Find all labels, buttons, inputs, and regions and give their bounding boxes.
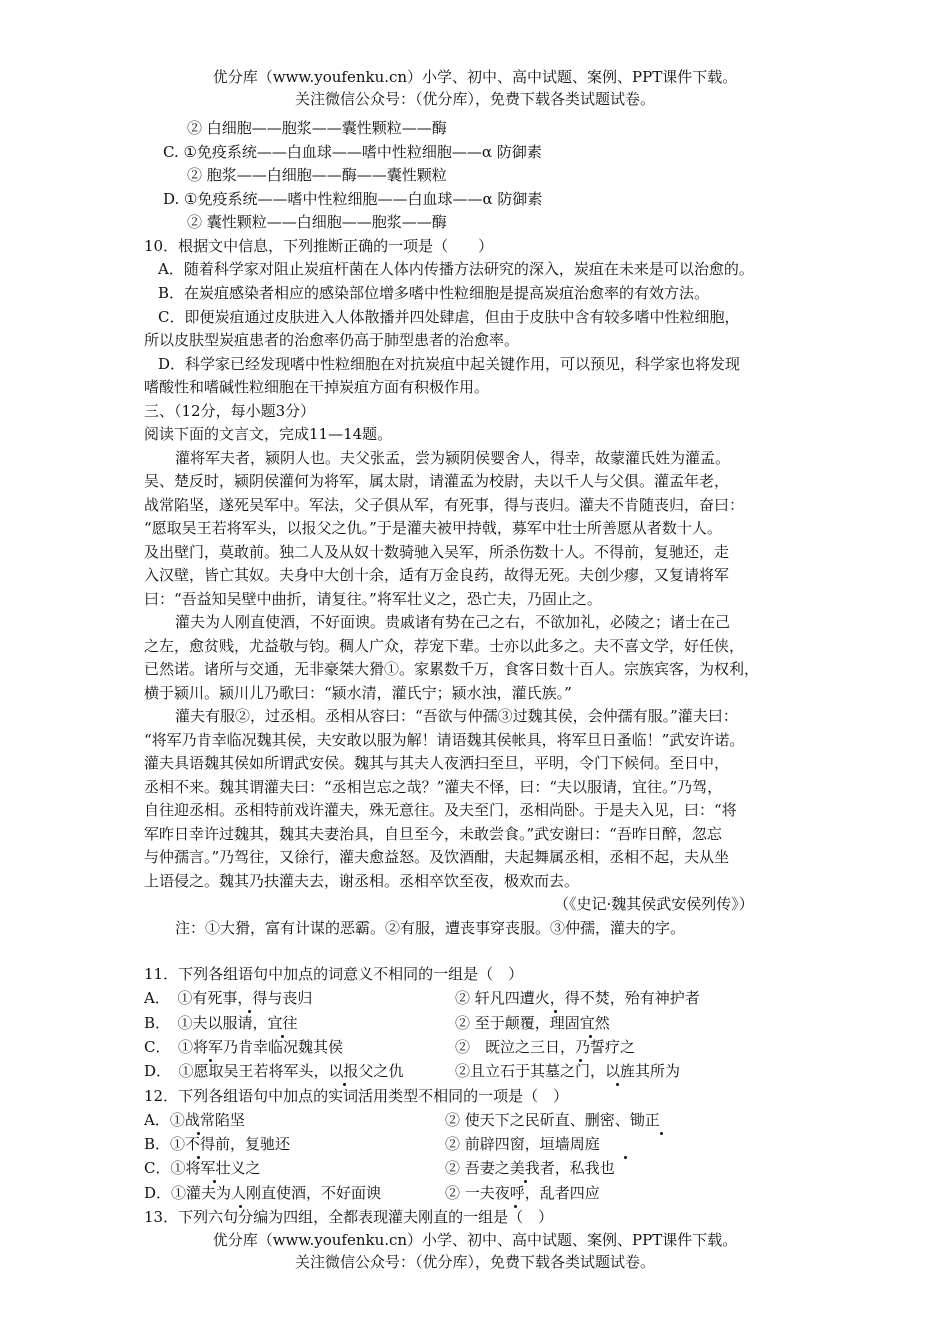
- q11-option-c-left: C． ①将军乃肯幸临况魏其侯: [144, 1038, 343, 1056]
- emphasis-dots: [0, 0, 950, 22]
- q11-option-a-left: A． ①有死事，得与丧归: [144, 989, 313, 1007]
- q12-option-a-left: A．①战常陷坚: [144, 1111, 245, 1129]
- passage-line: 已然诺。诸所与交通，无非豪桀大猾①。家累数千万，食客日数十百人。宗族宾客，为权利，: [144, 660, 760, 678]
- passage-line: 自往迎丞相。丞相特前戏许灌夫，殊无意往。及夫至门，丞相尚卧。于是夫入见，曰：“将: [144, 801, 737, 819]
- passage-line: 军昨日幸许过魏其，魏其夫妻治具，自旦至今，未敢尝食。”武安谢曰：“吾昨日醉，忽忘: [144, 825, 722, 843]
- q10-option-d-line1: D．科学家已经发现嗜中性粒细胞在对抗炭疽中起关键作用，可以预见，科学家也将发现: [158, 355, 741, 373]
- passage-line: 丞相不来。魏其谓灌夫曰：“丞相岂忘之哉？”灌夫不怿，曰：“夫以服请，宜往。”乃驾，: [144, 778, 723, 796]
- q9-option-d-line1: D. ①免疫系统——嗜中性粒细胞——白血球——α 防御素: [163, 190, 543, 208]
- passage-line: “愿取吴王若将军头，以报父之仇。”于是灌夫被甲持戟，募军中壮士所善愿从者数十人。: [144, 519, 722, 537]
- q13-stem: 13．下列六句分编为四组，全都表现灌夫刚直的一组是（ ）: [144, 1208, 554, 1226]
- section-intro: 阅读下面的文言文，完成11—14题。: [144, 425, 393, 443]
- passage-line: 与仲孺言。”乃驾往，又徐行，灌夫愈益怒。及饮酒酣，夫起舞属丞相，丞相不起，夫从坐: [144, 848, 730, 866]
- q10-option-a: A．随着科学家对阻止炭疽杆菌在人体内传播方法研究的深入，炭疽在未来是可以治愈的。: [158, 260, 754, 278]
- q12-option-d-right: ② 一夫夜呼，乱者四应: [445, 1184, 600, 1202]
- passage-line: 灌夫为人刚直使酒，不好面谀。贵戚诸有势在己之右，不欲加礼，必陵之；诸士在己: [175, 613, 731, 631]
- q12-option-c-left: C．①将军壮义之: [144, 1159, 261, 1177]
- passage-line: “将军乃肯幸临况魏其侯，夫安敢以服为解！请语魏其侯帐具，将军旦日蚤临！”武安许诺。: [144, 731, 745, 749]
- q11-option-d-right: ②且立石于其墓之门，以旌其所为: [455, 1062, 681, 1080]
- page-footer-line2: 关注微信公众号：（优分库），免费下载各类试题试卷。: [294, 1253, 655, 1271]
- passage-line: 灌夫有服②，过丞相。丞相从容曰：“吾欲与仲孺③过魏其侯，会仲孺有服。”灌夫曰：: [175, 707, 738, 725]
- q12-option-b-left: B．①不得前，复驰还: [144, 1135, 291, 1153]
- q12-option-c-right: ② 吾妻之美我者，私我也: [445, 1159, 615, 1177]
- q11-option-d-left: D． ①愿取吴王若将军头，以报父之仇: [144, 1062, 404, 1080]
- q9-option-c-line2: ② 胞浆——白细胞——酶——囊性颗粒: [187, 166, 447, 184]
- q10-option-c-line2: 所以皮肤型炭疽患者的治愈率仍高于肺型患者的治愈率。: [144, 331, 520, 349]
- passage-line: 横于颍川。颍川儿乃歌曰：“颍水清，灌氏宁；颍水浊，灌氏族。”: [144, 684, 572, 702]
- q11-option-a-right: ② 轩凡四遭火，得不焚，殆有神护者: [455, 989, 700, 1007]
- passage-line: 吴、楚反时，颍阴侯灌何为将军，属太尉，请灌孟为校尉，夫以千人与父俱。灌孟年老，: [144, 472, 730, 490]
- passage-source: （《史记·魏其侯武安侯列传》）: [554, 895, 754, 913]
- q11-option-b-right: ② 至于颠覆，理固宜然: [455, 1014, 610, 1032]
- q12-option-a-right: ② 使天下之民斫直、删密、锄正: [445, 1111, 660, 1129]
- passage-line: 曰：“吾益知吴壁中曲折，请复往。”将军壮义之，恐亡夫，乃固止之。: [144, 590, 602, 608]
- passage-line: 灌夫具语魏其侯如所谓武安侯。魏其与其夫人夜洒扫至旦，平明，令门下候伺。至日中，: [144, 754, 730, 772]
- q11-option-b-left: B． ①夫以服请，宜往: [144, 1014, 298, 1032]
- q12-option-b-right: ② 前辟四窗，垣墙周庭: [445, 1135, 600, 1153]
- passage-line: 战常陷坚，遂死吴军中。军法，父子俱从军，有死事，得与丧归。灌夫不肯随丧归，奋曰：: [144, 496, 745, 514]
- q10-option-b: B．在炭疽感染者相应的感染部位增多嗜中性粒细胞是提高炭疽治愈率的有效方法。: [158, 284, 710, 302]
- q10-stem: 10．根据文中信息，下列推断正确的一项是（ ）: [144, 237, 494, 255]
- q9-option-b-line2: ② 白细胞——胞浆——囊性颗粒——酶: [187, 119, 447, 137]
- q12-option-d-left: D．①灌夫为人刚直使酒，不好面谀: [144, 1184, 382, 1202]
- q9-option-c-line1: C. ①免疫系统——白血球——嗜中性粒细胞——α 防御素: [163, 143, 542, 161]
- q9-option-d-line2: ② 囊性颗粒——白细胞——胞浆——酶: [187, 213, 447, 231]
- passage-line: 入汉壁，皆亡其奴。夫身中大创十余，适有万金良药，故得无死。夫创少瘳，又复请将军: [144, 566, 730, 584]
- q10-option-d-line2: 嗜酸性和嗜碱性粒细胞在干掉炭疽方面有积极作用。: [144, 378, 490, 396]
- passage-notes: 注：①大猾，富有计谋的恶霸。②有服，遭丧事穿丧服。③仲孺，灌夫的字。: [175, 919, 686, 937]
- q12-stem: 12．下列各组语句中加点的实词活用类型不相同的一项是（ ）: [144, 1087, 569, 1105]
- q11-option-c-right: ② 既泣之三日，乃誓疗之: [455, 1038, 636, 1056]
- section-title: 三、（12分，每小题3分）: [144, 402, 316, 420]
- passage-line: 及出壁门，莫敢前。独二人及从奴十数骑驰入吴军，所杀伤数十人。不得前，复驰还，走: [144, 543, 730, 561]
- q10-option-c-line1: C．即便炭疽通过皮肤进入人体散播并四处肆虐，但由于皮肤中含有较多嗜中性粒细胞，: [158, 308, 740, 326]
- q11-stem: 11．下列各组语句中加点的词意义不相同的一组是（ ）: [144, 965, 524, 983]
- passage-line: 灌将军夫者，颍阴人也。夫父张孟，尝为颍阴侯婴舍人，得幸，故蒙灌氏姓为灌孟。: [175, 449, 731, 467]
- page-header-line1: 优分库（www.youfenku.cn）小学、初中、高中试题、案例、PPT课件下载。: [212, 68, 738, 86]
- page-footer-line1: 优分库（www.youfenku.cn）小学、初中、高中试题、案例、PPT课件下载。: [212, 1231, 738, 1249]
- page-header-line2: 关注微信公众号：（优分库），免费下载各类试题试卷。: [294, 90, 655, 108]
- passage-line: 之左，愈贫贱，尤益敬与钧。稠人广众，荐宠下辈。士亦以此多之。夫不喜文学，好任侠，: [144, 637, 745, 655]
- passage-line: 上语侵之。魏其乃扶灌夫去，谢丞相。丞相卒饮至夜，极欢而去。: [144, 872, 580, 890]
